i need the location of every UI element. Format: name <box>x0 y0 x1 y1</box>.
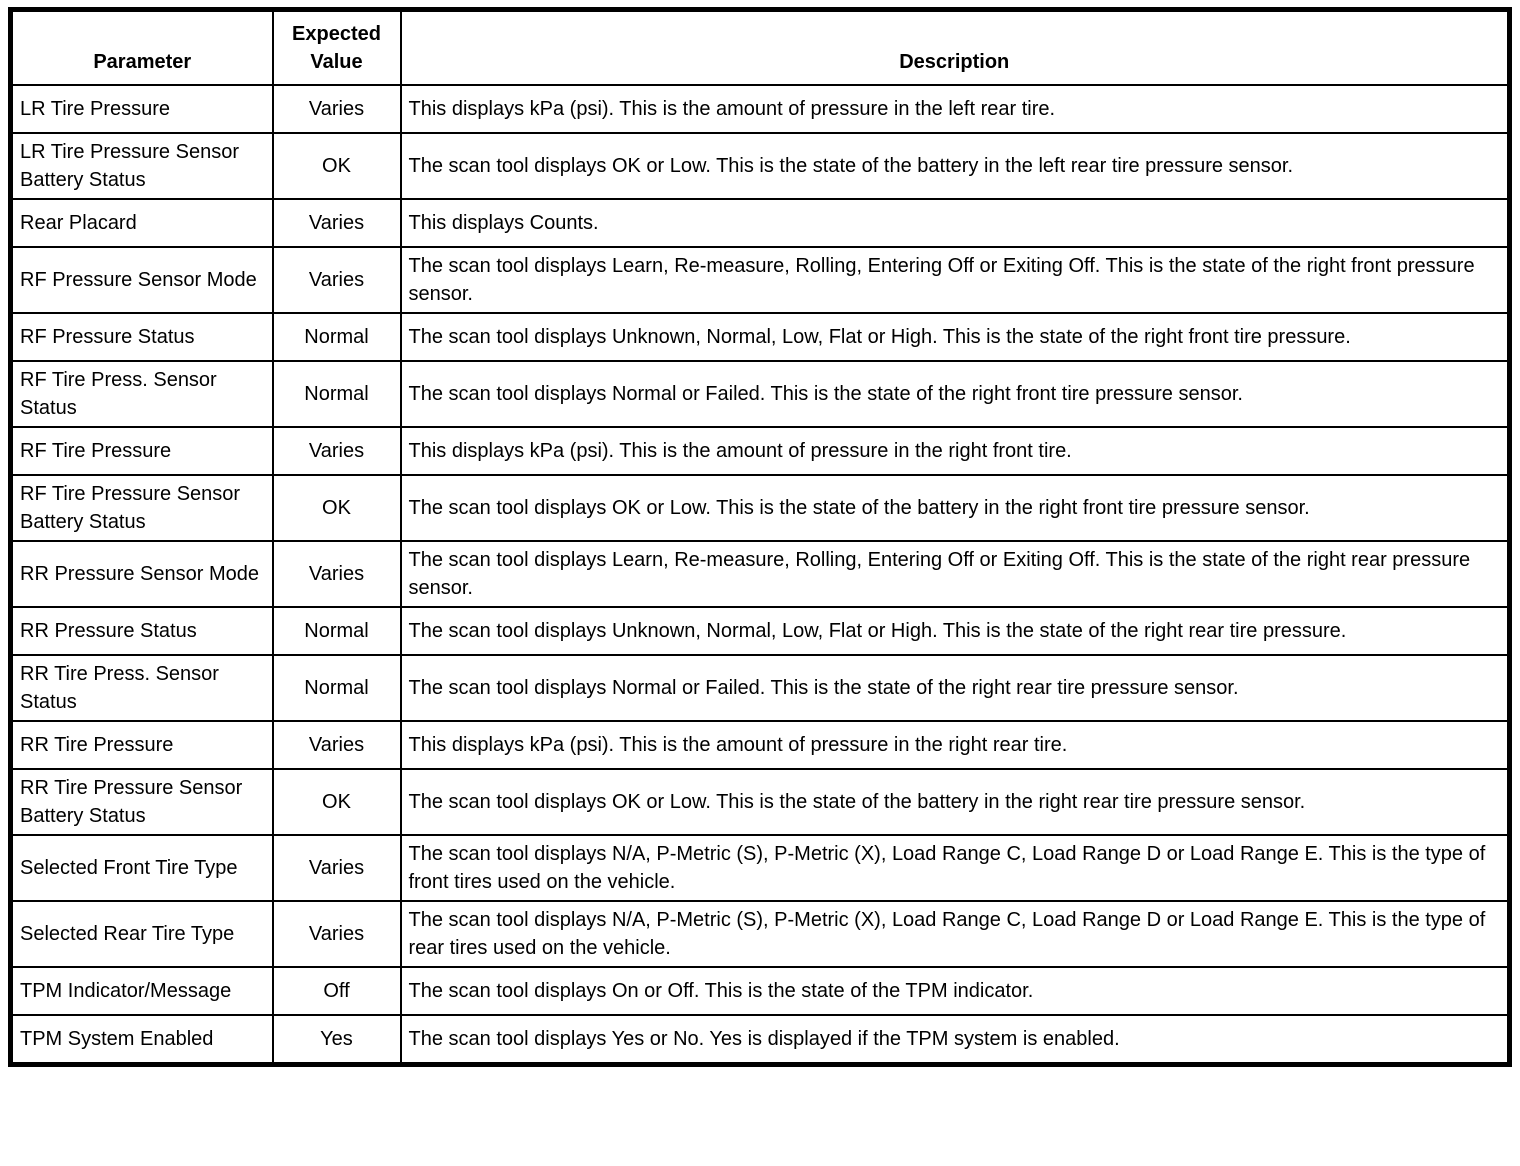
cell-parameter: TPM Indicator/Message <box>11 967 273 1015</box>
table-row <box>11 607 1510 655</box>
cell-description: This displays kPa (psi). This is the amount of pressure in the right rear tire. <box>401 721 1510 769</box>
cell-description: This displays kPa (psi). This is the amount of pressure in the left rear tire. <box>401 85 1510 133</box>
cell-parameter: RR Pressure Status <box>11 607 273 655</box>
table-row <box>11 541 1510 607</box>
table-row <box>11 361 1510 427</box>
cell-description: The scan tool displays Unknown, Normal, Low, Flat or High. This is the state of the right front tire pressure. <box>401 313 1510 361</box>
table-row <box>11 199 1510 247</box>
cell-expected-value: Yes <box>273 1015 401 1065</box>
cell-expected-value: Normal <box>273 655 401 721</box>
cell-expected-value: OK <box>273 475 401 541</box>
table-row <box>11 901 1510 967</box>
header-parameter: Parameter <box>11 10 273 86</box>
header-description: Description <box>401 10 1510 86</box>
cell-expected-value: Varies <box>273 247 401 313</box>
cell-expected-value: OK <box>273 769 401 835</box>
cell-description: The scan tool displays Yes or No. Yes is displayed if the TPM system is enabled. <box>401 1015 1510 1065</box>
table-row <box>11 1015 1510 1065</box>
table-row <box>11 133 1510 199</box>
table-row <box>11 313 1510 361</box>
cell-parameter: RR Tire Pressure <box>11 721 273 769</box>
header-expected-value: Expected Value <box>273 10 401 86</box>
cell-parameter: RR Tire Pressure Sensor Battery Status <box>11 769 273 835</box>
table-row <box>11 769 1510 835</box>
table-row <box>11 475 1510 541</box>
cell-expected-value: OK <box>273 133 401 199</box>
cell-description: The scan tool displays Normal or Failed. This is the state of the right rear tire pressure sensor. <box>401 655 1510 721</box>
cell-description: The scan tool displays OK or Low. This is the state of the battery in the right front tire pressure sensor. <box>401 475 1510 541</box>
cell-expected-value: Varies <box>273 901 401 967</box>
cell-description: The scan tool displays N/A, P-Metric (S), P-Metric (X), Load Range C, Load Range D or Load Range E. This is the type of front tires used on the vehicle. <box>401 835 1510 901</box>
cell-description: The scan tool displays Unknown, Normal, Low, Flat or High. This is the state of the right rear tire pressure. <box>401 607 1510 655</box>
cell-expected-value: Varies <box>273 541 401 607</box>
cell-expected-value: Varies <box>273 721 401 769</box>
header-row <box>11 10 1510 86</box>
cell-description: The scan tool displays Learn, Re-measure, Rolling, Entering Off or Exiting Off. This is the state of the right rear pressure sensor. <box>401 541 1510 607</box>
tpm-parameter-table <box>8 7 1512 1067</box>
cell-expected-value: Varies <box>273 85 401 133</box>
cell-expected-value: Varies <box>273 427 401 475</box>
cell-parameter: LR Tire Pressure Sensor Battery Status <box>11 133 273 199</box>
cell-expected-value: Normal <box>273 313 401 361</box>
cell-description: This displays kPa (psi). This is the amount of pressure in the right front tire. <box>401 427 1510 475</box>
cell-description: This displays Counts. <box>401 199 1510 247</box>
cell-parameter: RR Pressure Sensor Mode <box>11 541 273 607</box>
table-row <box>11 427 1510 475</box>
cell-description: The scan tool displays Learn, Re-measure, Rolling, Entering Off or Exiting Off. This is the state of the right front pressure sensor. <box>401 247 1510 313</box>
cell-parameter: TPM System Enabled <box>11 1015 273 1065</box>
cell-parameter: RF Pressure Status <box>11 313 273 361</box>
cell-expected-value: Normal <box>273 361 401 427</box>
cell-parameter: Selected Front Tire Type <box>11 835 273 901</box>
cell-expected-value: Normal <box>273 607 401 655</box>
cell-parameter: RF Pressure Sensor Mode <box>11 247 273 313</box>
cell-description: The scan tool displays On or Off. This is the state of the TPM indicator. <box>401 967 1510 1015</box>
table-row <box>11 835 1510 901</box>
table-row <box>11 247 1510 313</box>
cell-expected-value: Varies <box>273 835 401 901</box>
cell-description: The scan tool displays OK or Low. This is the state of the battery in the right rear tire pressure sensor. <box>401 769 1510 835</box>
cell-parameter: RF Tire Press. Sensor Status <box>11 361 273 427</box>
cell-parameter: LR Tire Pressure <box>11 85 273 133</box>
table-row <box>11 967 1510 1015</box>
table-row <box>11 721 1510 769</box>
cell-parameter: RF Tire Pressure <box>11 427 273 475</box>
cell-parameter: RF Tire Pressure Sensor Battery Status <box>11 475 273 541</box>
cell-parameter: Rear Placard <box>11 199 273 247</box>
cell-expected-value: Varies <box>273 199 401 247</box>
cell-expected-value: Off <box>273 967 401 1015</box>
cell-parameter: RR Tire Press. Sensor Status <box>11 655 273 721</box>
cell-parameter: Selected Rear Tire Type <box>11 901 273 967</box>
cell-description: The scan tool displays OK or Low. This is the state of the battery in the left rear tire pressure sensor. <box>401 133 1510 199</box>
table-row <box>11 85 1510 133</box>
table-row <box>11 655 1510 721</box>
cell-description: The scan tool displays Normal or Failed. This is the state of the right front tire pressure sensor. <box>401 361 1510 427</box>
cell-description: The scan tool displays N/A, P-Metric (S), P-Metric (X), Load Range C, Load Range D or Load Range E. This is the type of rear tires used on the vehicle. <box>401 901 1510 967</box>
